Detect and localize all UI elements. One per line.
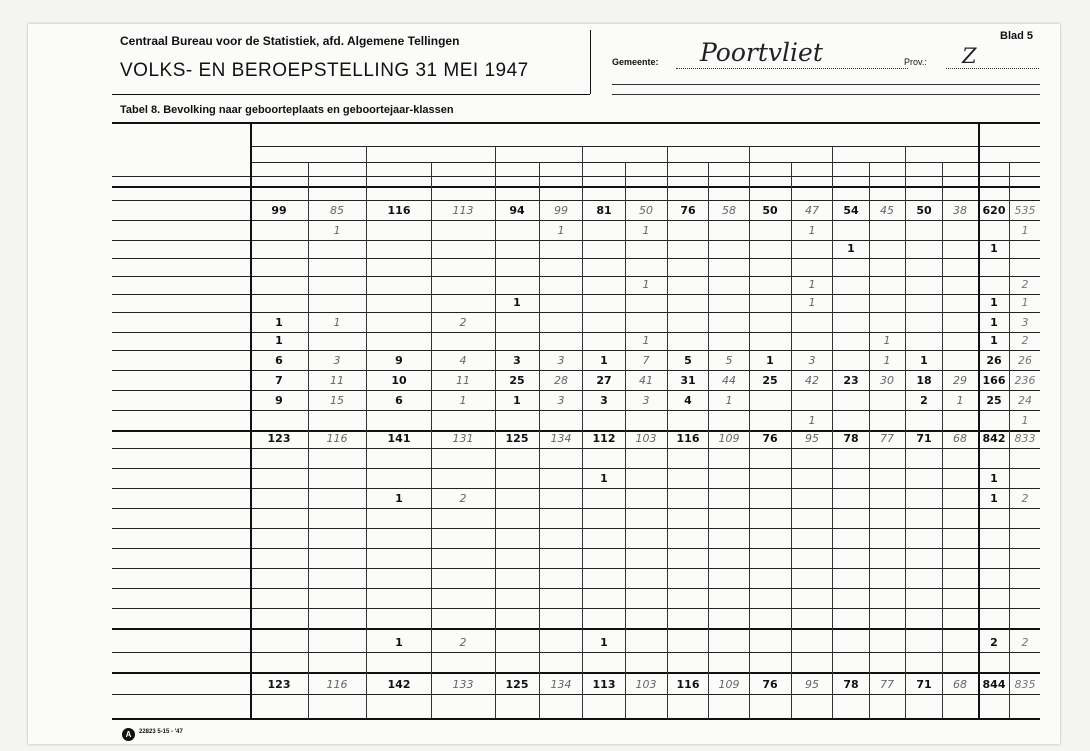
form-title: VOLKS- EN BEROEPSTELLING 31 MEI 1947: [120, 60, 529, 81]
column-rule: [582, 146, 583, 718]
table-cell-value: 94: [509, 204, 525, 217]
table-cell-value: 99: [554, 204, 568, 217]
table-cell-value: 81: [596, 204, 612, 217]
province-line: [946, 68, 1039, 69]
header-rule: [250, 146, 1040, 147]
table-cell-value: 1: [990, 472, 998, 485]
table-cell-value: 27: [596, 374, 612, 387]
table-cell-value: 3: [808, 354, 816, 367]
table-cell-value: 11: [456, 374, 470, 387]
table-cell-value: 71: [916, 678, 932, 691]
table-cell-value: 1: [557, 224, 565, 237]
table-cell-value: 26: [1018, 354, 1032, 367]
table-cell-value: 58: [722, 204, 736, 217]
table-cell-value: 112: [592, 432, 616, 445]
table-cell-value: 77: [880, 432, 894, 445]
table-cell-value: 2: [459, 492, 467, 505]
table-cell-value: 133: [452, 678, 474, 691]
table-cell-value: 3: [600, 394, 608, 407]
table-cell-value: 123: [267, 432, 291, 445]
table-cell-value: 5: [725, 354, 733, 367]
column-rule: [539, 162, 540, 718]
table-cell-value: 109: [718, 678, 740, 691]
table-cell-value: 76: [762, 432, 778, 445]
table-cell-value: 1: [725, 394, 733, 407]
population-table: [112, 122, 1040, 720]
table-cell-value: 842: [982, 432, 1006, 445]
table-cell-value: 6: [275, 354, 283, 367]
table-cell-value: 1: [956, 394, 964, 407]
table-cell-value: 3: [557, 394, 565, 407]
table-cell-value: 1: [808, 296, 816, 309]
table-cell-value: 78: [843, 432, 859, 445]
table-cell-value: 1: [600, 354, 608, 367]
table-cell-value: 2: [1021, 636, 1029, 649]
table-cell-value: 76: [680, 204, 696, 217]
table-cell-value: 116: [326, 678, 348, 691]
table-cell-value: 45: [880, 204, 894, 217]
table-cell-value: 3: [513, 354, 521, 367]
table-cell-value: 47: [805, 204, 819, 217]
header-divider: [590, 30, 591, 94]
table-cell-value: 113: [592, 678, 616, 691]
table-cell-value: 7: [275, 374, 283, 387]
table-cell-value: 141: [387, 432, 411, 445]
table-cell-value: 95: [805, 432, 819, 445]
table-cell-value: 620: [982, 204, 1006, 217]
table-cell-value: 131: [452, 432, 474, 445]
table-cell-value: 2: [459, 316, 467, 329]
table-cell-value: 2: [1021, 334, 1029, 347]
table-cell-value: 71: [916, 432, 932, 445]
table-cell-value: 1: [395, 636, 403, 649]
table-cell-value: 68: [953, 432, 967, 445]
table-cell-value: 1: [883, 354, 891, 367]
table-cell-value: 1: [990, 316, 998, 329]
table-cell-value: 3: [333, 354, 341, 367]
table-cell-value: 1: [642, 224, 650, 237]
table-cell-value: 29: [953, 374, 967, 387]
column-rule: [625, 162, 626, 718]
table-cell-value: 125: [505, 678, 529, 691]
table-cell-value: 1: [766, 354, 774, 367]
table-cell-value: 24: [1018, 394, 1032, 407]
table-cell-value: 44: [722, 374, 736, 387]
table-cell-value: 42: [805, 374, 819, 387]
table-cell-value: 1: [600, 472, 608, 485]
table-cell-value: 1: [513, 296, 521, 309]
column-rule: [708, 162, 709, 718]
column-rule: [308, 162, 309, 718]
table-cell-value: 2: [459, 636, 467, 649]
table-cell-value: 11: [330, 374, 344, 387]
table-cell-value: 134: [550, 678, 572, 691]
table-cell-value: 1: [395, 492, 403, 505]
table-cell-value: 76: [762, 678, 778, 691]
column-rule: [431, 162, 432, 718]
table-cell-value: 1: [600, 636, 608, 649]
table-cell-value: 31: [680, 374, 696, 387]
table-cell-value: 1: [990, 242, 998, 255]
table-cell-value: 15: [330, 394, 344, 407]
table-cell-value: 18: [916, 374, 932, 387]
table-cell-value: 1: [883, 334, 891, 347]
table-cell-value: 38: [953, 204, 967, 217]
table-cell-value: 50: [916, 204, 932, 217]
table-cell-value: 2: [1021, 278, 1029, 291]
page-number: Blad 5: [1000, 30, 1034, 42]
province-label: Prov.:: [904, 57, 927, 67]
table-cell-value: 109: [718, 432, 740, 445]
table-cell-value: 113: [452, 204, 474, 217]
column-rule: [495, 146, 496, 718]
table-cell-value: 95: [805, 678, 819, 691]
organisation-header: Centraal Bureau voor de Statistiek, afd. Algemene Tellingen: [120, 34, 460, 48]
table-cell-value: 3: [557, 354, 565, 367]
table-cell-value: 1: [990, 334, 998, 347]
table-cell-value: 1: [808, 278, 816, 291]
printer-logo: A: [122, 728, 135, 741]
column-rule: [791, 162, 792, 718]
table-cell-value: 3: [642, 394, 650, 407]
table-cell-value: 54: [843, 204, 859, 217]
table-cell-value: 9: [275, 394, 283, 407]
table-cell-value: 9: [395, 354, 403, 367]
table-cell-value: 4: [684, 394, 692, 407]
table-cell-value: 142: [387, 678, 411, 691]
table-cell-value: 1: [642, 334, 650, 347]
table-cell-value: 25: [986, 394, 1002, 407]
table-cell-value: 116: [676, 432, 700, 445]
table-cell-value: 6: [395, 394, 403, 407]
table-cell-value: 99: [271, 204, 287, 217]
table-cell-value: 123: [267, 678, 291, 691]
table-cell-value: 4: [459, 354, 467, 367]
table-cell-value: 116: [326, 432, 348, 445]
table-cell-value: 835: [1014, 678, 1036, 691]
column-rule: [749, 146, 750, 718]
column-rule: [250, 122, 252, 718]
table-cell-value: 1: [275, 316, 283, 329]
header-rule: [112, 94, 590, 95]
table-cell-value: 3: [1021, 316, 1029, 329]
table-bottom-rule: [112, 718, 1040, 720]
table-cell-value: 1: [275, 334, 283, 347]
table-cell-value: 116: [676, 678, 700, 691]
table-cell-value: 10: [391, 374, 407, 387]
table-cell-value: 85: [330, 204, 344, 217]
table-cell-value: 103: [635, 432, 657, 445]
table-cell-value: 1: [459, 394, 467, 407]
table-cell-value: 1: [808, 414, 816, 427]
form-print-code: 22823 5-15 - '47: [139, 729, 183, 735]
table-cell-value: 25: [762, 374, 778, 387]
table-caption: Tabel 8. Bevolking naar geboorteplaats en geboortejaar-klassen: [120, 104, 454, 116]
table-cell-value: 23: [843, 374, 859, 387]
table-cell-value: 50: [762, 204, 778, 217]
table-cell-value: 50: [639, 204, 653, 217]
table-cell-value: 125: [505, 432, 529, 445]
table-cell-value: 25: [509, 374, 525, 387]
table-cell-value: 1: [920, 354, 928, 367]
table-cell-value: 833: [1014, 432, 1036, 445]
table-cell-value: 1: [513, 394, 521, 407]
table-cell-value: 1: [1021, 224, 1029, 237]
municipality-label: Gemeente:: [612, 57, 659, 67]
table-cell-value: 116: [387, 204, 411, 217]
table-cell-value: 41: [639, 374, 653, 387]
table-cell-value: 535: [1014, 204, 1036, 217]
table-cell-value: 1: [1021, 414, 1029, 427]
column-rule: [667, 146, 668, 718]
table-cell-value: 1: [1021, 296, 1029, 309]
table-cell-value: 1: [808, 224, 816, 237]
table-cell-value: 5: [684, 354, 692, 367]
header-rule: [250, 162, 1040, 163]
table-cell-value: 78: [843, 678, 859, 691]
table-cell-value: 1: [990, 296, 998, 309]
table-cell-value: 166: [982, 374, 1006, 387]
header-right-rule: [612, 84, 1040, 85]
table-cell-value: 1: [847, 242, 855, 255]
table-cell-value: 2: [1021, 492, 1029, 505]
table-cell-value: 26: [986, 354, 1002, 367]
province-value: Z: [962, 44, 977, 68]
column-rule: [366, 146, 367, 718]
table-cell-value: 1: [642, 278, 650, 291]
table-cell-value: 30: [880, 374, 894, 387]
table-cell-value: 68: [953, 678, 967, 691]
table-cell-value: 2: [990, 636, 998, 649]
table-cell-value: 28: [554, 374, 568, 387]
municipality-line: [676, 68, 908, 69]
header-right-rule: [612, 94, 1040, 95]
table-cell-value: 1: [333, 316, 341, 329]
municipality-value: Poortvliet: [700, 38, 823, 67]
table-cell-value: 1: [990, 492, 998, 505]
table-cell-value: 2: [920, 394, 928, 407]
table-cell-value: 844: [982, 678, 1006, 691]
table-cell-value: 103: [635, 678, 657, 691]
table-cell-value: 77: [880, 678, 894, 691]
table-cell-value: 1: [333, 224, 341, 237]
table-cell-value: 134: [550, 432, 572, 445]
table-cell-value: 7: [642, 354, 650, 367]
table-cell-value: 236: [1014, 374, 1036, 387]
